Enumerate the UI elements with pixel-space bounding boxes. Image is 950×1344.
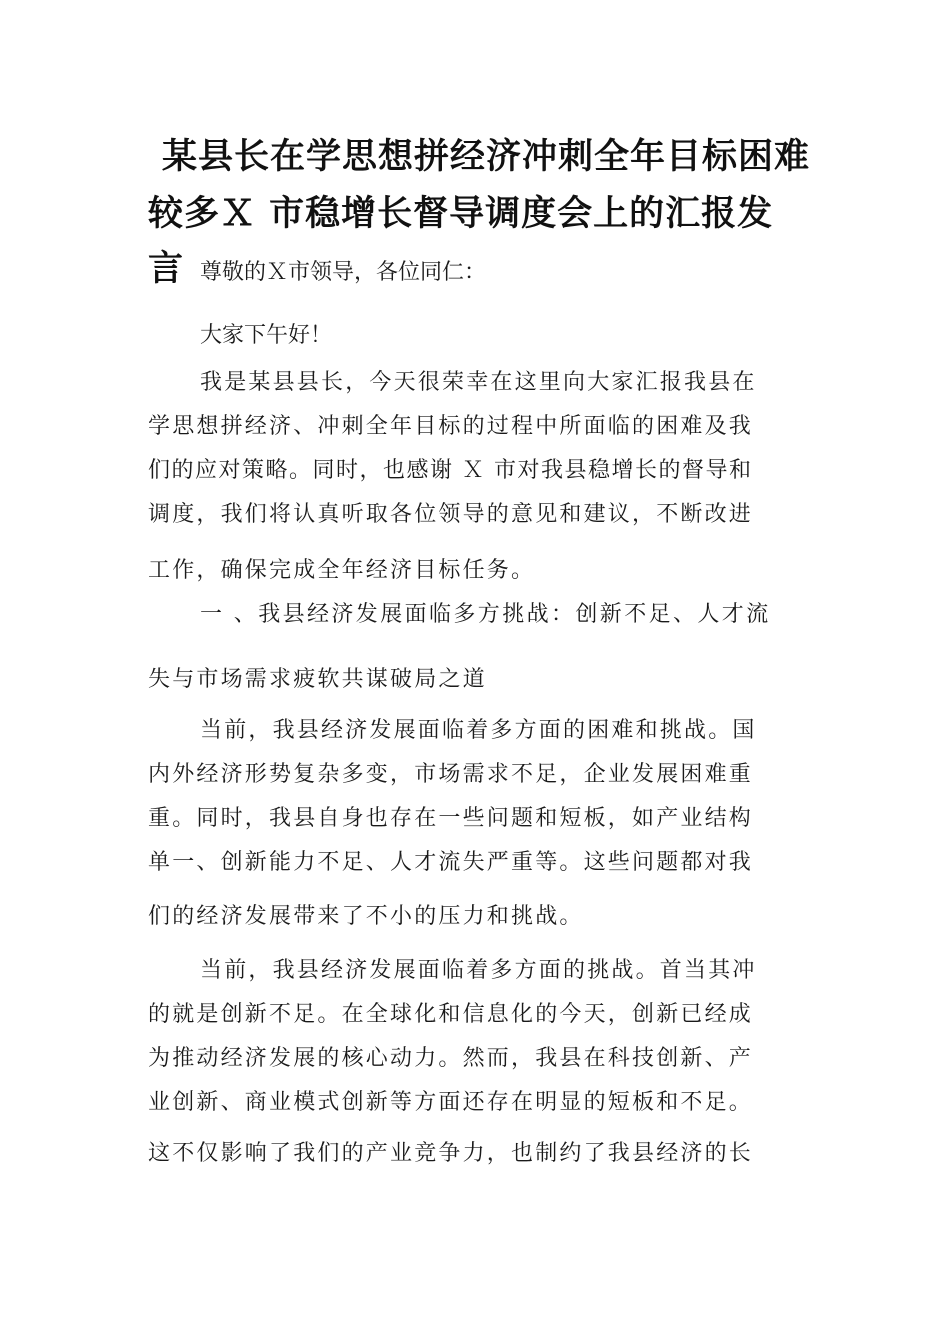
document-title-line-3: 言: [148, 249, 184, 289]
paragraph-3-line-1: 当前，我县经济发展面临着多方面的挑战。首当其冲: [200, 958, 757, 983]
document-title-line-2: 较多Ｘ 市稳增长督导调度会上的汇报发: [148, 194, 774, 234]
paragraph-1-line-1: 我是某县县长，今天很荣幸在这里向大家汇报我县在: [200, 370, 757, 395]
paragraph-3-line-3: 为推动经济发展的核心动力。然而，我县在科技创新、产: [148, 1046, 754, 1071]
paragraph-2-line-4: 单一、创新能力不足、人才流失严重等。这些问题都对我: [148, 850, 754, 875]
section-heading-line-2: 失与市场需求疲软共谋破局之道: [148, 667, 487, 692]
paragraph-3-line-2: 的就是创新不足。在全球化和信息化的今天，创新已经成: [148, 1002, 754, 1027]
paragraph-2-line-3: 重。同时，我县自身也存在一些问题和短板，如产业结构: [148, 806, 754, 831]
paragraph-2-line-1: 当前，我县经济发展面临着多方面的困难和挑战。国: [200, 718, 757, 743]
section-heading-line-1: 一 、我县经济发展面临多方挑战：创新不足、人才流: [200, 602, 771, 627]
paragraph-1-line-5: 工作，确保完成全年经济目标任务。: [148, 558, 536, 583]
paragraph-3-line-5: 这不仅影响了我们的产业竞争力，也制约了我县经济的长: [148, 1141, 754, 1166]
paragraph-2-line-2: 内外经济形势复杂多变，市场需求不足，企业发展困难重: [148, 762, 754, 787]
salutation: 尊敬的Ｘ市领导，各位同仁：: [200, 260, 487, 285]
paragraph-3-line-4: 业创新、商业模式创新等方面还存在明显的短板和不足。: [148, 1090, 754, 1115]
paragraph-2-line-5: 们的经济发展带来了不小的压力和挑战。: [148, 904, 584, 929]
document-title-line-1: 某县长在学思想拼经济冲刺全年目标困难: [162, 137, 811, 177]
paragraph-1-line-2: 学思想拼经济、冲刺全年目标的过程中所面临的困难及我: [148, 414, 754, 439]
paragraph-1-line-4: 调度，我们将认真听取各位领导的意见和建议，不断改进: [148, 502, 754, 527]
paragraph-1-line-3: 们的应对策略。同时，也感谢 Ｘ 市对我县稳增长的督导和: [148, 458, 753, 483]
greeting: 大家下午好！: [200, 323, 333, 348]
